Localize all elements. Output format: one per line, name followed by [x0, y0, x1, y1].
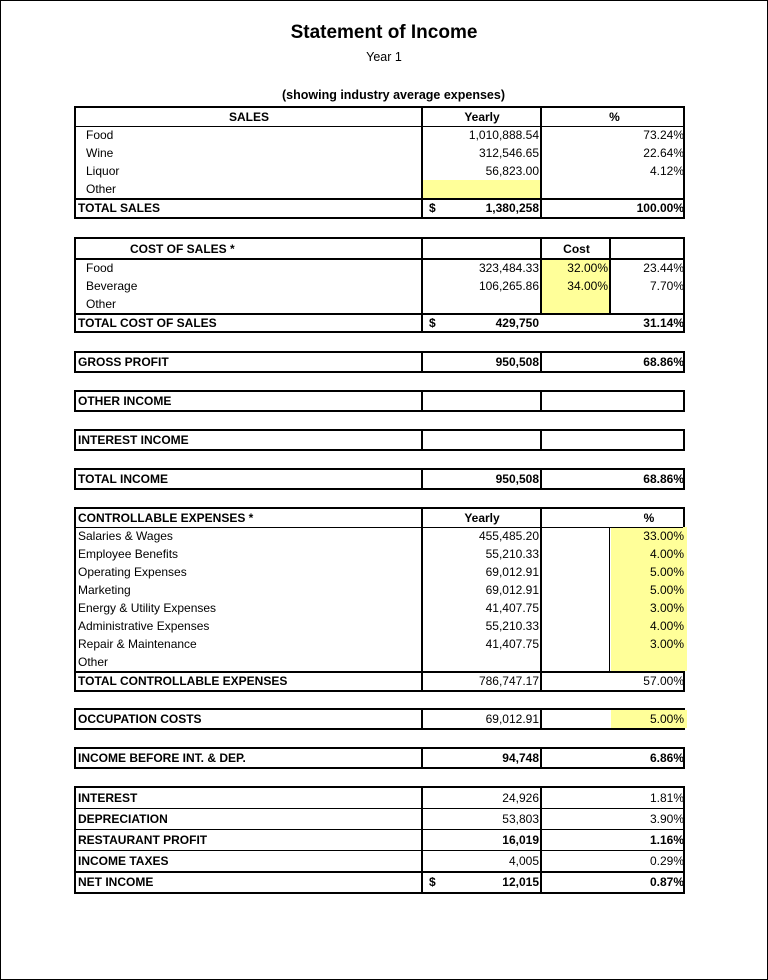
table-row	[76, 144, 683, 162]
sales-total-row	[76, 198, 683, 218]
col-divider	[421, 239, 423, 331]
col-divider	[421, 470, 423, 488]
row-pct-input[interactable]: 5.00%	[611, 710, 687, 728]
row-yearly: 69,012.91	[485, 583, 539, 597]
row-pct: 3.90%	[649, 812, 684, 826]
row-cost-input[interactable]: 34.00%	[542, 277, 611, 295]
header-divider	[76, 527, 683, 528]
col-divider	[540, 353, 542, 371]
row-label: NET INCOME	[78, 875, 154, 889]
col-divider	[421, 431, 423, 449]
row-pct-input[interactable]: 33.00%	[611, 527, 687, 545]
row-yearly: 106,265.86	[478, 279, 539, 293]
table-row	[76, 788, 683, 809]
table-row	[76, 635, 683, 653]
row-pct-input[interactable]: 3.00%	[611, 635, 687, 653]
table-row	[76, 581, 683, 599]
table-row	[76, 617, 683, 635]
header-divider	[76, 126, 683, 127]
row-pct-input[interactable]: 3.00%	[611, 599, 687, 617]
col-divider	[421, 749, 423, 767]
blank-cell	[542, 581, 611, 599]
row-yearly: 94,748	[502, 751, 539, 765]
row-label: INTEREST INCOME	[78, 433, 189, 447]
page-note: (showing industry average expenses)	[282, 88, 505, 102]
row-yearly-value: 429,750	[495, 316, 539, 330]
row-label: Repair & Maintenance	[78, 637, 197, 651]
row-yearly: 4,005	[508, 854, 539, 868]
row-yearly-value: 12,015	[502, 875, 539, 889]
row-pct-input[interactable]	[611, 653, 687, 671]
table-row	[76, 277, 683, 295]
cos-header-cost: Cost	[563, 242, 590, 256]
row-pct: 1.81%	[649, 791, 684, 805]
blank-cell	[542, 710, 611, 728]
currency-symbol: $	[429, 316, 436, 330]
total-divider	[76, 198, 683, 200]
cos-total-row	[76, 313, 683, 333]
row-pct: 68.86%	[643, 355, 684, 369]
row-divider	[76, 871, 683, 873]
table-row	[76, 710, 683, 728]
table-row	[76, 470, 683, 488]
blank-cell	[542, 635, 611, 653]
row-yearly[interactable]: 312,546.65	[478, 146, 539, 160]
row-label: Beverage	[86, 279, 138, 293]
row-yearly	[422, 872, 542, 892]
row-label: Salaries & Wages	[78, 529, 173, 543]
row-yearly[interactable]: 56,823.00	[485, 164, 539, 178]
sales-header-row	[76, 108, 683, 126]
table-row	[76, 126, 683, 144]
table-row	[76, 392, 683, 410]
row-pct: 23.44%	[643, 261, 684, 275]
col-divider	[421, 710, 423, 728]
row-label: Food	[86, 261, 114, 275]
table-row	[76, 180, 683, 198]
total-divider	[76, 313, 683, 315]
row-label: INCOME BEFORE INT. & DEP.	[78, 751, 246, 765]
row-pct: 7.70%	[649, 279, 684, 293]
row-cost-input[interactable]	[542, 295, 611, 313]
table-row	[76, 599, 683, 617]
row-yearly: 69,012.91	[485, 712, 539, 726]
row-pct	[542, 180, 687, 198]
blank-cell	[542, 563, 611, 581]
ce-header-blank	[542, 509, 611, 527]
table-row	[76, 809, 683, 830]
col-divider	[609, 527, 610, 671]
interest-income-section	[74, 429, 685, 451]
row-label: INTEREST	[78, 791, 138, 805]
row-pct-input[interactable]: 5.00%	[611, 581, 687, 599]
table-row	[76, 563, 683, 581]
row-label: TOTAL COST OF SALES	[78, 316, 217, 330]
row-divider	[76, 808, 683, 809]
row-label: DEPRECIATION	[78, 812, 168, 826]
row-pct: 0.87%	[649, 875, 684, 889]
row-label: RESTAURANT PROFIT	[78, 833, 208, 847]
row-label: Operating Expenses	[78, 565, 187, 579]
cos-header-row	[76, 239, 683, 259]
ce-header-pct: %	[643, 511, 655, 525]
row-yearly-input[interactable]	[422, 180, 542, 198]
total-divider	[76, 671, 683, 673]
blank-cell	[542, 599, 611, 617]
sales-header-yearly: Yearly	[464, 110, 500, 124]
blank-cell	[542, 527, 611, 545]
table-row	[76, 749, 683, 767]
row-divider	[76, 850, 683, 851]
row-yearly	[422, 295, 542, 313]
controllable-expenses-section	[74, 507, 685, 692]
col-divider	[421, 108, 423, 217]
row-label: TOTAL INCOME	[78, 472, 168, 486]
row-label: Liquor	[86, 164, 120, 178]
row-label: OTHER INCOME	[78, 394, 172, 408]
row-yearly: 55,210.33	[485, 547, 539, 561]
row-label: GROSS PROFIT	[78, 355, 169, 369]
sales-section	[74, 106, 685, 219]
table-row	[76, 545, 683, 563]
col-divider	[540, 749, 542, 767]
row-yearly: 786,747.17	[478, 674, 539, 688]
row-cost-input[interactable]: 32.00%	[542, 259, 611, 277]
col-divider	[540, 710, 542, 728]
row-pct-input[interactable]: 4.00%	[611, 617, 687, 635]
row-yearly: 16,019	[502, 833, 539, 847]
row-label: OCCUPATION COSTS	[78, 712, 202, 726]
row-label: Food	[86, 128, 114, 142]
occupation-costs-section	[74, 708, 685, 730]
row-yearly-value: 1,380,258	[485, 201, 539, 215]
row-pct	[611, 295, 687, 313]
row-pct: 22.64%	[643, 146, 684, 160]
other-income-section	[74, 390, 685, 412]
bottom-section	[74, 786, 685, 894]
table-row	[76, 527, 683, 545]
blank-cell	[542, 617, 611, 635]
cos-header-pct	[611, 239, 687, 259]
row-pct: 73.24%	[643, 128, 684, 142]
net-income-row	[76, 872, 683, 892]
table-row	[76, 851, 683, 872]
row-yearly	[422, 198, 542, 218]
row-yearly: 950,508	[495, 355, 539, 369]
row-label: Employee Benefits	[78, 547, 179, 561]
cos-header-label: COST OF SALES *	[130, 242, 235, 256]
gross-profit-section	[74, 351, 685, 373]
page-title: Statement of Income	[290, 22, 478, 43]
row-yearly[interactable]: 1,010,888.54	[468, 128, 539, 142]
row-divider	[76, 829, 683, 830]
row-pct: 57.00%	[643, 674, 684, 688]
col-divider	[421, 392, 423, 410]
income-before-section	[74, 747, 685, 769]
row-yearly: 55,210.33	[485, 619, 539, 633]
row-pct: 100.00%	[636, 201, 684, 215]
row-pct: 6.86%	[649, 751, 684, 765]
col-divider	[421, 353, 423, 371]
table-row	[76, 259, 683, 277]
row-yearly: 69,012.91	[485, 565, 539, 579]
row-pct: 68.86%	[643, 472, 684, 486]
row-yearly	[422, 313, 542, 333]
table-row	[76, 431, 683, 449]
blank-cell	[542, 653, 611, 671]
row-label: Administrative Expenses	[78, 619, 210, 633]
col-divider	[540, 470, 542, 488]
row-yearly: 41,407.75	[485, 637, 539, 651]
row-pct-input[interactable]: 5.00%	[611, 563, 687, 581]
row-yearly: 53,803	[502, 812, 539, 826]
ce-total-row	[76, 671, 683, 691]
row-yearly: 41,407.75	[485, 601, 539, 615]
row-yearly	[422, 653, 542, 671]
ce-header-row	[76, 509, 683, 527]
table-row	[76, 162, 683, 180]
row-yearly: 323,484.33	[478, 261, 539, 275]
blank-cell	[542, 545, 611, 563]
col-divider	[540, 509, 542, 690]
header-divider	[76, 258, 683, 260]
cost-of-sales-section	[74, 237, 685, 333]
row-pct	[542, 431, 687, 449]
row-label: Other	[86, 297, 117, 311]
row-pct: 0.29%	[649, 854, 684, 868]
currency-symbol: $	[429, 875, 436, 889]
row-yearly[interactable]	[422, 431, 542, 449]
row-label: TOTAL CONTROLLABLE EXPENSES	[78, 674, 288, 688]
col-divider	[540, 392, 542, 410]
col-divider	[540, 108, 542, 217]
row-yearly: 950,508	[495, 472, 539, 486]
row-yearly: 455,485.20	[478, 529, 539, 543]
row-yearly[interactable]	[422, 392, 542, 410]
row-label: INCOME TAXES	[78, 854, 169, 868]
table-row	[76, 653, 683, 671]
page-subtitle: Year 1	[366, 50, 402, 64]
row-label: Other	[86, 182, 117, 196]
col-divider	[421, 788, 423, 892]
row-pct	[542, 392, 687, 410]
col-divider	[540, 431, 542, 449]
col-divider	[609, 239, 611, 313]
col-divider	[540, 239, 542, 313]
sales-header-label: SALES	[228, 110, 269, 124]
row-label: Other	[78, 655, 109, 669]
row-label: Marketing	[78, 583, 131, 597]
cos-header-yearly	[422, 239, 542, 259]
row-label: Wine	[86, 146, 114, 160]
table-row	[76, 830, 683, 851]
row-pct: 1.16%	[649, 833, 684, 847]
table-row	[76, 353, 683, 371]
row-pct-input[interactable]: 4.00%	[611, 545, 687, 563]
ce-header-label: CONTROLLABLE EXPENSES *	[78, 511, 254, 525]
col-divider	[421, 509, 423, 690]
row-label: Energy & Utility Expenses	[78, 601, 217, 615]
col-divider	[540, 788, 542, 892]
row-pct: 4.12%	[649, 164, 684, 178]
row-yearly: 24,926	[502, 791, 539, 805]
currency-symbol: $	[429, 201, 436, 215]
table-row	[76, 295, 683, 313]
total-income-section	[74, 468, 685, 490]
ce-header-yearly: Yearly	[464, 511, 500, 525]
sales-header-pct: %	[609, 110, 620, 124]
row-pct: 31.14%	[643, 316, 684, 330]
row-label: TOTAL SALES	[78, 201, 161, 215]
